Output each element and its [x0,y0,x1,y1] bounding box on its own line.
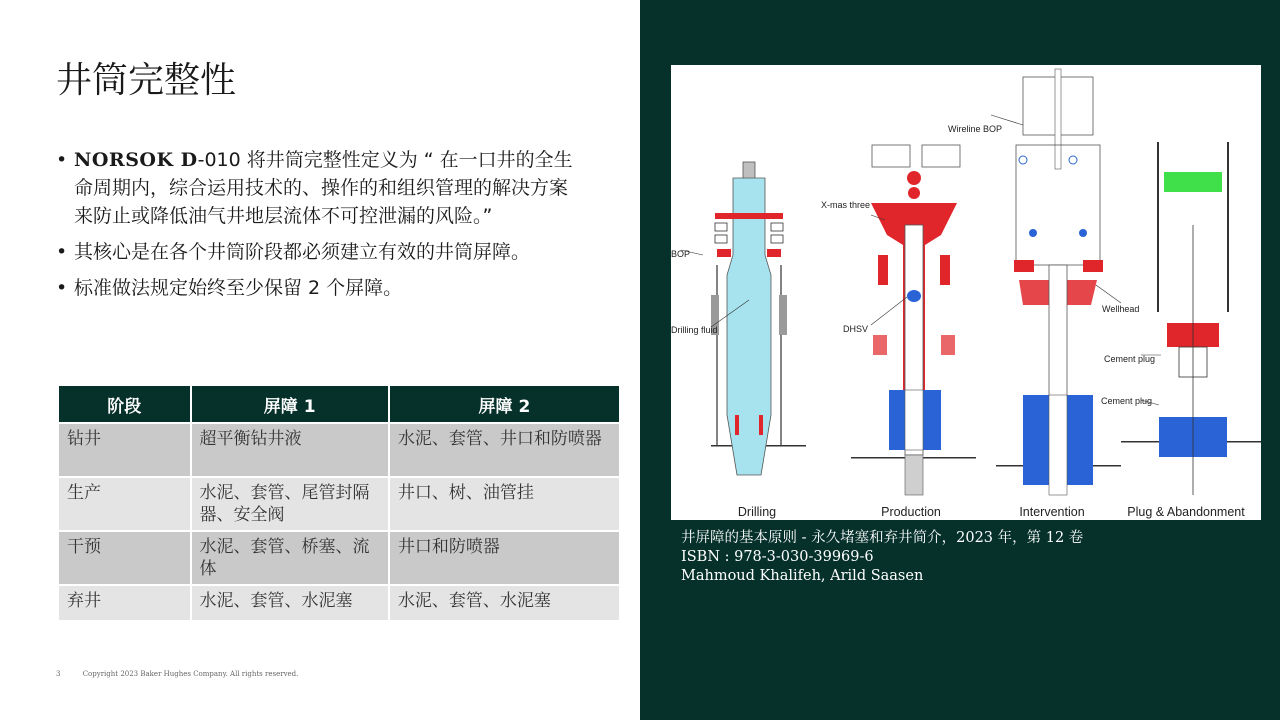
bullet-item [56,238,586,266]
valve-blue [1079,229,1087,237]
header-barrier-1: 屏障 1 [191,385,389,423]
bullet-text: 其核心是在各个井筒阶段都必须建立有效的井筒屏障。 [74,241,531,263]
casing-red [767,249,781,257]
intervention-well [948,69,1139,495]
cement-grey [779,295,787,335]
cell-stage: 生产 [58,477,191,531]
label-wellhead: Wellhead [1102,304,1140,314]
label-dhsv: DHSV [843,324,869,334]
intervention-red [1083,260,1103,272]
intervention-red [1014,260,1034,272]
bullet-item [56,274,586,302]
cell-barrier-1: 超平衡钻井液 [191,423,389,477]
slide-footer [56,670,298,678]
label-wireline-bop: Wireline BOP [948,124,1003,134]
hanger-red [878,255,888,285]
tubing-lower [905,390,923,450]
drilling-fluid-column [727,178,771,475]
pa-well [1101,142,1261,495]
casing-red [717,249,731,257]
cell-barrier-2: 井口和防喷器 [389,531,620,585]
barrier-table [57,384,621,622]
table-row [58,477,620,531]
production-well [821,145,976,495]
master-valve-red [907,171,921,185]
table-row [58,531,620,585]
stage-label-production: Production [881,505,941,519]
bullet-dot: • [56,149,68,171]
label-drilling-fluid: Drilling fluid [671,325,718,335]
caption-line-isbn: ISBN : 978-3-030-39969-6 [681,549,874,565]
bullet-dot: • [56,241,68,263]
tree-block [922,145,960,167]
dhsv-leader [871,297,907,325]
table-row [58,585,620,621]
dhsv-blue [907,290,921,302]
bop-ram [715,235,727,243]
wellhead-leader [1096,285,1121,303]
valve-icon [1019,156,1027,164]
bullet-text: 标准做法规定始终至少保留 2 个屏障。 [74,277,403,299]
caption-line-title: 井屏障的基本原则 - 永久堵塞和弃井简介，2023 年，第 12 卷 [681,530,1084,546]
caption-line-authors: Mahmoud Khalifeh, Arild Saasen [681,568,924,584]
wireline [1055,69,1061,169]
stage-label-intervention: Intervention [1019,505,1085,519]
table-header-row [58,385,620,423]
well-barrier-diagram [671,65,1261,520]
label-cement-plug-1: Cement plug [1104,354,1156,364]
page-number: 3 [56,670,61,678]
cell-barrier-2: 水泥、套管、水泥塞 [389,585,620,621]
valve-icon [1069,156,1077,164]
slide-title: 井筒完整性 [56,60,237,101]
label-bop: BOP [671,249,691,259]
cell-barrier-1: 水泥、套管、尾管封隔器、安全阀 [191,477,389,531]
cell-barrier-1: 水泥、套管、桥塞、流体 [191,531,389,585]
tail-pipe [905,455,923,495]
tree-block [872,145,910,167]
stage-label-pa: Plug & Abandonment [1127,505,1245,519]
well-barrier-figure [671,65,1261,520]
table-row [58,423,620,477]
cell-barrier-2: 井口、树、油管挂 [389,477,620,531]
cell-stage: 钻井 [58,423,191,477]
header-stage: 阶段 [58,385,191,423]
copyright-text: Copyright 2023 Baker Hughes Company. All rights reserved. [82,670,299,678]
casing-wall [1157,142,1159,312]
label-xmas-tree: X-mas three [821,200,871,210]
casing-red [941,335,955,355]
bullet-text: -010 将井筒完整性定义为 “ 在一口井的全生命周期内，综合运用技术的、操作的和组织管理的解决方案来防止或降低油气井地层流体不可控泄漏的风险。” [74,149,573,227]
bop-ram [771,235,783,243]
drilling-well [671,162,806,475]
cell-barrier-1: 水泥、套管、水泥塞 [191,585,389,621]
bop-ram [771,223,783,231]
cell-barrier-2: 水泥、套管、井口和防喷器 [389,423,620,477]
stage-label-drilling: Drilling [737,505,777,519]
shoe-red [735,415,739,435]
drilling-bop-red [715,213,783,219]
header-barrier-2: 屏障 2 [389,385,620,423]
tubing-lower [1049,395,1067,495]
bullet-dot: • [56,277,68,299]
green-plug [1164,172,1222,192]
bullet-list [56,146,586,310]
cell-stage: 弃井 [58,585,191,621]
casing-wall [1227,142,1229,312]
master-valve-red [908,187,920,199]
label-cement-plug-2: Cement plug [1101,396,1153,406]
valve-blue [1029,229,1037,237]
bop-ram [715,223,727,231]
norsok-brand: NORSOK D [74,149,198,171]
shoe-red [759,415,763,435]
bullet-item [56,146,586,230]
figure-caption [681,529,1241,586]
hanger-red [940,255,950,285]
drill-pipe-top [743,162,755,180]
cell-stage: 干预 [58,531,191,585]
casing-red [873,335,887,355]
